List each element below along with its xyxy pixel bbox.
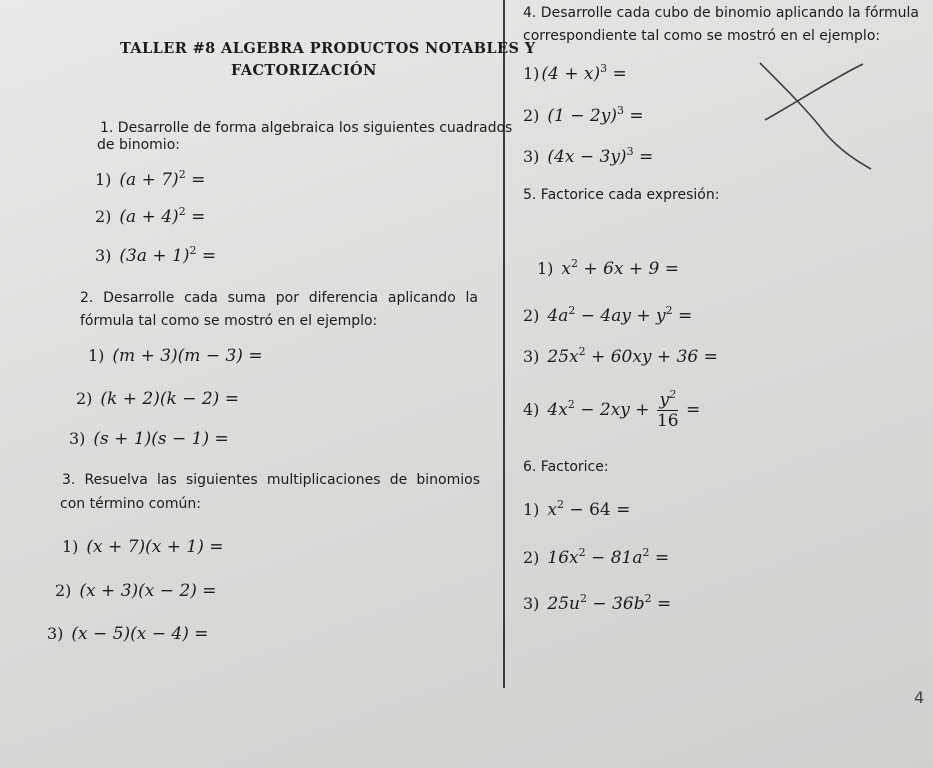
section4-instruction-line1: 4. Desarrolle cada cubo de binomio aplicando la fórmula	[523, 5, 920, 21]
section2-item-3: 3) (s + 1)(s − 1) =	[69, 429, 229, 449]
section5-item-2: 2) $4a^2 - 4ay + y^2$ =	[523, 304, 693, 326]
section6-item-2: 2) $16x^2 - 81a^2$ =	[523, 546, 670, 568]
section4-item-2: 2) $(1 - 2y)^3$ =	[523, 104, 644, 126]
column-divider	[503, 0, 505, 688]
section3-instruction-line1: 3. Resuelva las siguientes multiplicaciones de binomios	[62, 472, 480, 488]
section2-item-1: 1) (m + 3)(m − 3) =	[88, 346, 263, 366]
section1-instruction-line1: 1. Desarrolle de forma algebraica los siguientes cuadrados	[100, 120, 513, 136]
section4-item-3: 3) $(4x - 3y)^3$ =	[523, 145, 654, 167]
section4-item-1: 1) $(4 + x)^3$ =	[523, 62, 627, 84]
section1-item-3: 3) $(3a + 1)^2$ =	[95, 244, 217, 266]
section6-item-3: 3) $25u^2 - 36b^2$ =	[523, 592, 672, 614]
section3-item-2: 2) (x + 3)(x − 2) =	[55, 581, 217, 601]
section4-instruction-line2: correspondiente tal como se mostró en el ejemplo:	[523, 28, 881, 44]
section1-item-2: 2) $(a + 4)^2$ =	[95, 205, 206, 227]
section3-item-3: 3) (x − 5)(x − 4) =	[47, 624, 209, 644]
section6-instruction: 6. Factorice:	[523, 459, 609, 475]
section5-item-3: 3) $25x^2 + 60xy + 36$ =	[523, 345, 718, 367]
section5-item-1: 1) $x^2 + 6x + 9$ =	[537, 257, 679, 279]
handwritten-cross-mark	[755, 58, 875, 173]
section2-instruction-line2: fórmula tal como se mostró en el ejemplo:	[80, 313, 378, 329]
fraction-y-squared-over-16: $\frac{y^2}{16}$	[656, 388, 679, 431]
worksheet-title-line1: TALLER #8 ALGEBRA PRODUCTOS NOTABLES Y	[120, 40, 536, 57]
page-number: 4	[914, 688, 925, 707]
section3-instruction-line2: con término común:	[60, 496, 201, 512]
section2-instruction-line1: 2. Desarrolle cada suma por diferencia aplicando la	[80, 290, 478, 306]
section1-item-1: 1) $(a + 7)^2$ =	[95, 168, 206, 190]
section6-item-1: 1) $x^2 - 64$ =	[523, 498, 631, 520]
section5-item-4: 4) $4x^2 - 2xy$ + $\frac{y^2}{16}$ =	[523, 388, 701, 431]
section2-item-2: 2) (k + 2)(k − 2) =	[76, 389, 239, 409]
worksheet-title-line2: FACTORIZACIÓN	[231, 62, 377, 79]
section1-instruction-line2: de binomio:	[97, 137, 180, 153]
section3-item-1: 1) (x + 7)(x + 1) =	[62, 537, 224, 557]
section5-instruction: 5. Factorice cada expresión:	[523, 187, 720, 203]
